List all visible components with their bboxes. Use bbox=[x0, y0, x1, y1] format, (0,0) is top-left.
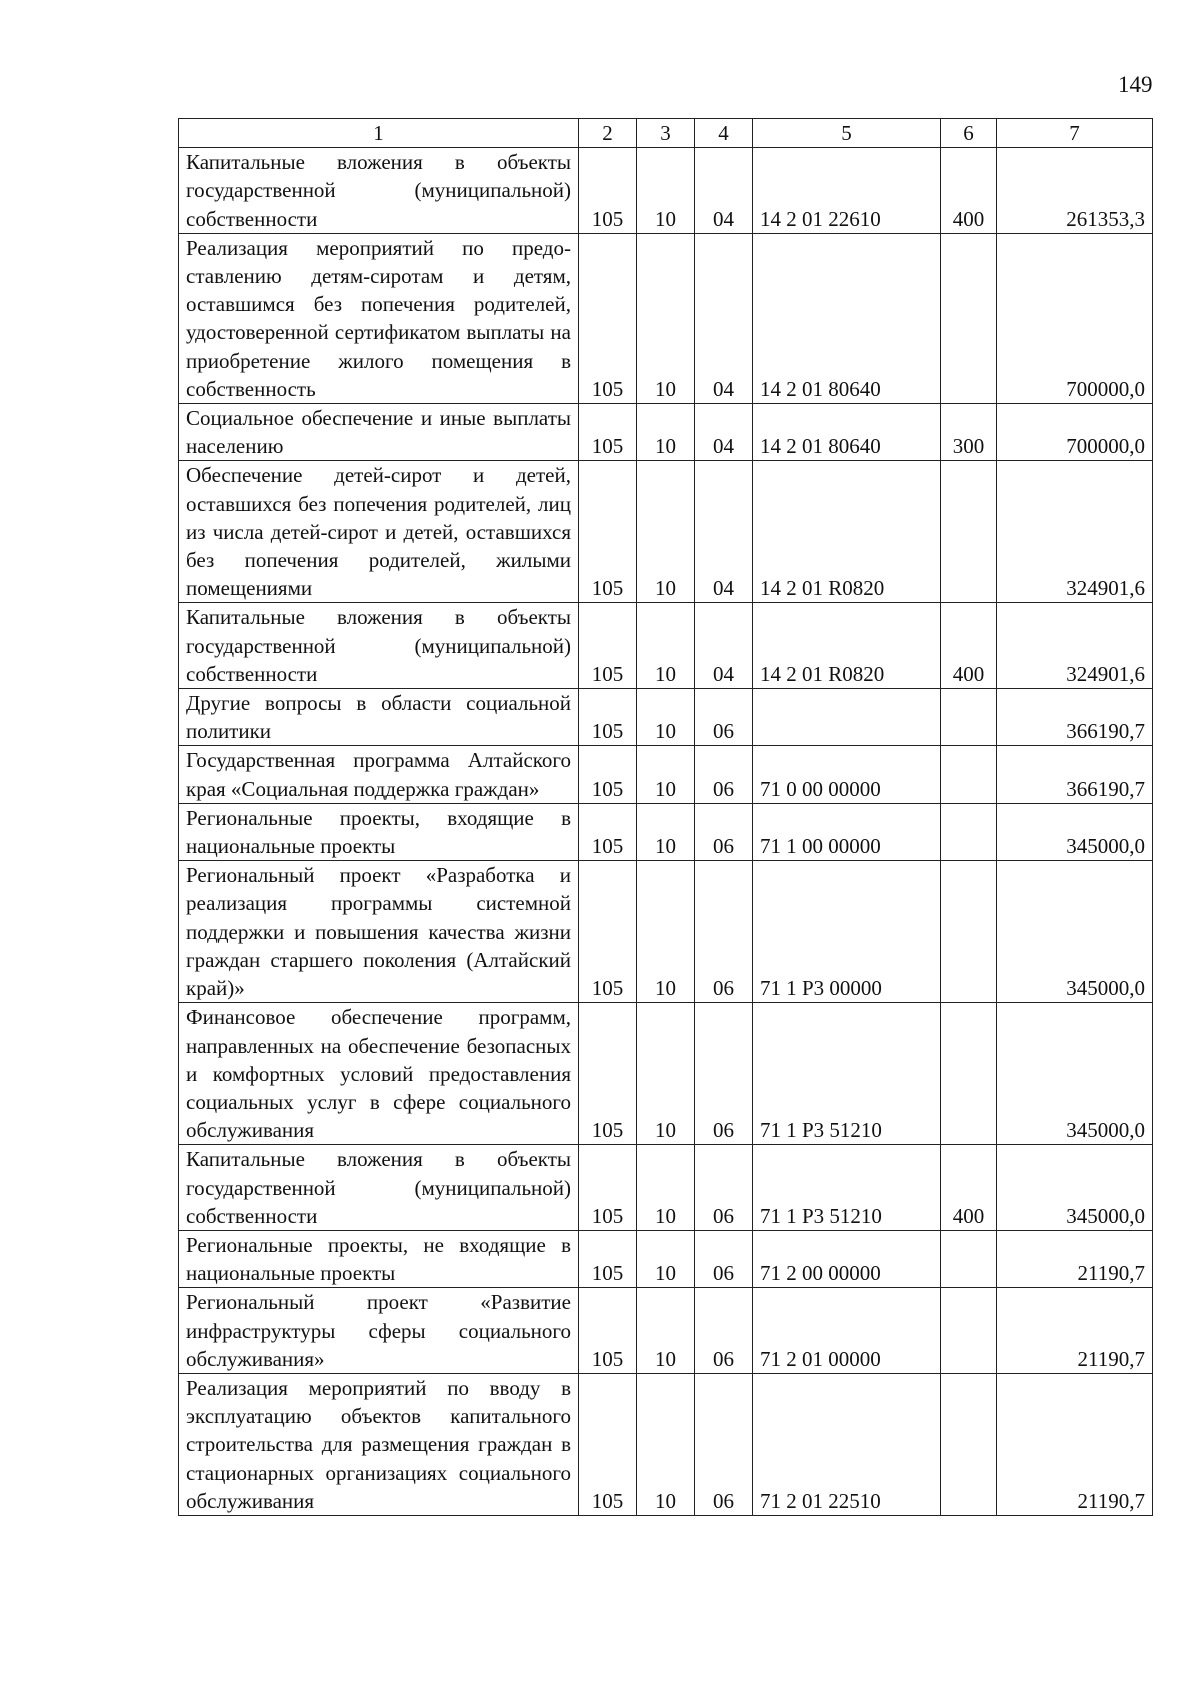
amount-cell: 324901,6 bbox=[997, 603, 1153, 689]
expense-type-cell bbox=[941, 1230, 997, 1287]
code-cell-4: 06 bbox=[695, 1145, 753, 1231]
amount-cell: 21190,7 bbox=[997, 1373, 1153, 1515]
column-header: 3 bbox=[637, 119, 695, 148]
code-cell-2: 105 bbox=[579, 1373, 637, 1515]
code-cell-4: 04 bbox=[695, 148, 753, 234]
page-number: 149 bbox=[1118, 72, 1153, 97]
target-article-cell: 14 2 01 R0820 bbox=[753, 461, 941, 603]
code-cell-3: 10 bbox=[637, 746, 695, 803]
code-cell-4: 04 bbox=[695, 404, 753, 461]
target-article-cell: 14 2 01 80640 bbox=[753, 404, 941, 461]
item-name-cell: Региональные проекты, не входящие в национальные проекты bbox=[179, 1230, 579, 1287]
target-article-cell: 14 2 01 22610 bbox=[753, 148, 941, 234]
expense-type-cell: 300 bbox=[941, 404, 997, 461]
item-name-cell: Региональные проекты, входящие в национальные проекты bbox=[179, 803, 579, 860]
target-article-cell: 71 2 01 00000 bbox=[753, 1288, 941, 1374]
column-header: 6 bbox=[941, 119, 997, 148]
target-article-cell: 14 2 01 80640 bbox=[753, 233, 941, 403]
table-row bbox=[179, 404, 1153, 461]
target-article-cell: 71 1 P3 00000 bbox=[753, 861, 941, 1003]
code-cell-2: 105 bbox=[579, 803, 637, 860]
amount-cell: 366190,7 bbox=[997, 746, 1153, 803]
table-row bbox=[179, 148, 1153, 234]
code-cell-3: 10 bbox=[637, 1003, 695, 1145]
item-name-cell: Реализация мероприятий по предоставлению детям-сиротам и детям, оставшимся без попечения родителей, удостоверенной сертификатом выплаты на приобретение жилого помещения в собственность bbox=[179, 233, 579, 403]
code-cell-4: 06 bbox=[695, 689, 753, 746]
item-name-cell: Социальное обеспечение и иные выплаты населению bbox=[179, 404, 579, 461]
code-cell-2: 105 bbox=[579, 404, 637, 461]
code-cell-4: 06 bbox=[695, 1373, 753, 1515]
code-cell-2: 105 bbox=[579, 233, 637, 403]
table-row bbox=[179, 233, 1153, 403]
code-cell-4: 04 bbox=[695, 603, 753, 689]
table-row bbox=[179, 746, 1153, 803]
code-cell-4: 06 bbox=[695, 1230, 753, 1287]
code-cell-3: 10 bbox=[637, 1373, 695, 1515]
code-cell-2: 105 bbox=[579, 1230, 637, 1287]
amount-cell: 21190,7 bbox=[997, 1230, 1153, 1287]
column-header: 7 bbox=[997, 119, 1153, 148]
budget-table bbox=[178, 118, 1153, 1516]
item-name-cell: Финансовое обеспечение программ, направленных на обеспечение безопасных и комфортных условий предоставления социальных услуг в сфере социального обслуживания bbox=[179, 1003, 579, 1145]
code-cell-2: 105 bbox=[579, 461, 637, 603]
table-row bbox=[179, 1373, 1153, 1515]
item-name-cell: Региональный проект «Развитие инфраструктуры сферы социального обслуживания» bbox=[179, 1288, 579, 1374]
code-cell-4: 06 bbox=[695, 1288, 753, 1374]
target-article-cell: 71 1 P3 51210 bbox=[753, 1145, 941, 1231]
expense-type-cell: 400 bbox=[941, 603, 997, 689]
item-name-cell: Другие вопросы в области социальной политики bbox=[179, 689, 579, 746]
target-article-cell: 71 1 P3 51210 bbox=[753, 1003, 941, 1145]
code-cell-3: 10 bbox=[637, 1288, 695, 1374]
table-row bbox=[179, 1288, 1153, 1374]
amount-cell: 21190,7 bbox=[997, 1288, 1153, 1374]
expense-type-cell bbox=[941, 1003, 997, 1145]
amount-cell: 324901,6 bbox=[997, 461, 1153, 603]
code-cell-2: 105 bbox=[579, 603, 637, 689]
code-cell-2: 105 bbox=[579, 746, 637, 803]
code-cell-3: 10 bbox=[637, 1145, 695, 1231]
code-cell-2: 105 bbox=[579, 1003, 637, 1145]
table-row bbox=[179, 461, 1153, 603]
amount-cell: 345000,0 bbox=[997, 1145, 1153, 1231]
code-cell-2: 105 bbox=[579, 689, 637, 746]
table-row bbox=[179, 689, 1153, 746]
amount-cell: 345000,0 bbox=[997, 861, 1153, 1003]
expense-type-cell bbox=[941, 1373, 997, 1515]
amount-cell: 345000,0 bbox=[997, 803, 1153, 860]
target-article-cell: 71 2 01 22510 bbox=[753, 1373, 941, 1515]
expense-type-cell bbox=[941, 233, 997, 403]
column-header: 1 bbox=[179, 119, 579, 148]
target-article-cell: 71 0 00 00000 bbox=[753, 746, 941, 803]
amount-cell: 366190,7 bbox=[997, 689, 1153, 746]
table-header-row bbox=[179, 119, 1153, 148]
table-row bbox=[179, 1003, 1153, 1145]
target-article-cell: 71 1 00 00000 bbox=[753, 803, 941, 860]
expense-type-cell: 400 bbox=[941, 1145, 997, 1231]
code-cell-2: 105 bbox=[579, 1288, 637, 1374]
amount-cell: 261353,3 bbox=[997, 148, 1153, 234]
code-cell-4: 06 bbox=[695, 803, 753, 860]
amount-cell: 700000,0 bbox=[997, 233, 1153, 403]
code-cell-3: 10 bbox=[637, 1230, 695, 1287]
table-row bbox=[179, 803, 1153, 860]
code-cell-2: 105 bbox=[579, 1145, 637, 1231]
code-cell-3: 10 bbox=[637, 461, 695, 603]
expense-type-cell bbox=[941, 461, 997, 603]
code-cell-4: 04 bbox=[695, 233, 753, 403]
table-row bbox=[179, 1230, 1153, 1287]
code-cell-3: 10 bbox=[637, 233, 695, 403]
item-name-cell: Обеспечение детей-сирот и детей, оставшихся без попечения родителей, лиц из числа детей-сирот и детей, оставшихся без попечения родителей, жилыми помещениями bbox=[179, 461, 579, 603]
item-name-cell: Капитальные вложения в объекты государственной (муниципальной) собственности bbox=[179, 148, 579, 234]
table-row bbox=[179, 603, 1153, 689]
code-cell-4: 04 bbox=[695, 461, 753, 603]
code-cell-3: 10 bbox=[637, 404, 695, 461]
code-cell-2: 105 bbox=[579, 148, 637, 234]
expense-type-cell: 400 bbox=[941, 148, 997, 234]
amount-cell: 700000,0 bbox=[997, 404, 1153, 461]
code-cell-3: 10 bbox=[637, 603, 695, 689]
item-name-cell: Реализация мероприятий по вводу в эксплуатацию объектов капитального строительства для размещения граждан в стационарных организациях социального обслуживания bbox=[179, 1373, 579, 1515]
expense-type-cell bbox=[941, 746, 997, 803]
column-header: 5 bbox=[753, 119, 941, 148]
item-name-cell: Капитальные вложения в объекты государственной (муниципальной) собственности bbox=[179, 1145, 579, 1231]
amount-cell: 345000,0 bbox=[997, 1003, 1153, 1145]
code-cell-3: 10 bbox=[637, 689, 695, 746]
expense-type-cell bbox=[941, 861, 997, 1003]
expense-type-cell bbox=[941, 689, 997, 746]
target-article-cell: 71 2 00 00000 bbox=[753, 1230, 941, 1287]
item-name-cell: Государственная программа Алтайского края «Социальная поддержка граждан» bbox=[179, 746, 579, 803]
expense-type-cell bbox=[941, 1288, 997, 1374]
code-cell-4: 06 bbox=[695, 746, 753, 803]
code-cell-3: 10 bbox=[637, 803, 695, 860]
table-row bbox=[179, 1145, 1153, 1231]
expense-type-cell bbox=[941, 803, 997, 860]
target-article-cell bbox=[753, 689, 941, 746]
item-name-cell: Региональный проект «Разработка и реализация программы системной поддержки и повышения качества жизни граждан старшего поколения (Алтайский край)» bbox=[179, 861, 579, 1003]
column-header: 2 bbox=[579, 119, 637, 148]
item-name-cell: Капитальные вложения в объекты государственной (муниципальной) собственности bbox=[179, 603, 579, 689]
code-cell-4: 06 bbox=[695, 861, 753, 1003]
code-cell-3: 10 bbox=[637, 861, 695, 1003]
code-cell-4: 06 bbox=[695, 1003, 753, 1145]
table-row bbox=[179, 861, 1153, 1003]
target-article-cell: 14 2 01 R0820 bbox=[753, 603, 941, 689]
code-cell-2: 105 bbox=[579, 861, 637, 1003]
code-cell-3: 10 bbox=[637, 148, 695, 234]
column-header: 4 bbox=[695, 119, 753, 148]
